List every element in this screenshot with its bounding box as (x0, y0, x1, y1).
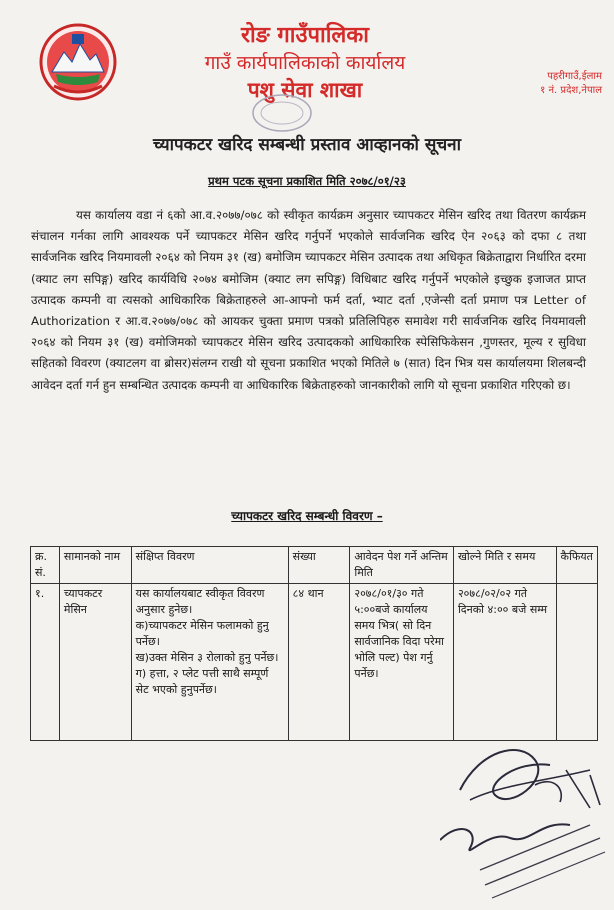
notice-body: यस कार्यालय वडा नं ६को आ.व.२०७७/०७८ को स्वीकृत कार्यक्रम अनुसार च्यापकटर मेसिन खरिद तथा वितरण कार्यक्रम संचालन गर्नका लागि आवश्यक पर्ने च्यापकटर मेसिन खरिद गर्नुपर्ने भएकोले सार्वजनिक खरिद ऐन २०६३ को दफा ८ तथा सार्वजनिक खरिद नियमावली २०६४ को नियम ३१ (ख) बमोजिम च्यापकटर मेसिन उत्पादक तथा अधिकृत बिक्रेताद्वारा निर्धारित दरमा (क्याट लग सपिङ्ग) खरिद कार्यविधि २०७४ बमोजिम (क्याट लग सपिङ्ग) विधिबाट खरिद गर्नुपर्ने भएकोले इच्छुक इजाजत प्राप्त उत्पादक कम्पनी वा त्यसको आधिकारिक बिक्रेताहरुले आ-आफ्नो फर्म दर्ता, भ्याट दर्ता ,एजेन्सी दर्ता प्रमाण पत्र Letter of Authorization र आ.व.२०७७/०७८ को आयकर चुक्ता प्रमाण पत्रको प्रतिलिपिहरु समावेश गरी सार्वजनिक खरिद नियमावली २०६४ को नियम ३१ (ख) वमोजिमको च्यापकटर मेसिन खरिद उत्पादकको आधिकारिक स्पेसिफिकेसन ,गुणस्तर, मूल्य र सुविधा सहितको विवरण (क्याटलग वा ब्रोसर)संलग्न राखी यो सूचना प्रकाशित भएको मितिले ७ (सात) दिन भित्र यस कार्यालयमा शिलबन्दी आवेदन दर्ता गर्न हुन सम्बन्धित उत्पादक कम्पनी वा आधिकारिक बिक्रेताहरुको जानकारीको लागि यो सूचना प्रकाशित गरिएको छ। (31, 208, 586, 392)
publication-date (0, 174, 614, 189)
purchase-details-table (30, 546, 598, 741)
desc-item-b: ख)उक्त मेसिन ३ रोलाको हुनु पर्नेछ। (135, 651, 279, 664)
cell-opening: २०७८/०२/०२ गते दिनको ४:०० बजे सम्म (453, 584, 556, 741)
header-description: संक्षिप्त विवरण (131, 547, 288, 584)
table-header-row (31, 547, 598, 584)
office-address (540, 70, 602, 98)
header-quantity: संख्या (288, 547, 350, 584)
table-row (31, 584, 598, 741)
cell-deadline: २०७८/०१/३० गते ५:००बजे कार्यालय समय भित्र( सो दिन सार्वजानिक विदा परेमा भोलि पल्ट) पेश गर्नु पर्नेछ। (350, 584, 454, 741)
desc-item-a: क)च्यापकटर मेसिन फलामको हुनु पर्नेछ। (135, 619, 269, 648)
cell-item-name: च्यापकटर मेसिन (59, 584, 131, 741)
header-serial: क्र. सं. (31, 547, 60, 584)
cell-description (131, 584, 288, 741)
cell-quantity: ८४ थान (288, 584, 350, 741)
header-remarks: कैफियत (556, 547, 597, 584)
publication-date-text: प्रथम पटक सूचना प्रकाशित मिति २०७८/०१/२३ (208, 174, 406, 188)
desc-item-c: ग) हत्ता, २ प्लेट पत्ती साथै सम्पूर्ण सेट भएको हुनुपर्नेछ। (135, 667, 269, 696)
nepal-emblem-icon (38, 22, 118, 102)
cell-remarks (556, 584, 597, 741)
address-line-2: १ नं. प्रदेश,नेपाल (540, 85, 602, 96)
header-opening: खोल्ने मिति र समय (453, 547, 556, 584)
desc-intro: यस कार्यालयबाट स्वीकृत विवरण अनुसार हुनेछ। (135, 587, 265, 616)
address-line-1: पहरीगाउँ,ईलाम (547, 71, 602, 82)
municipality-name: रोङ गाउँपालिका (241, 23, 369, 48)
table-title (0, 507, 614, 524)
table-title-text: च्यापकटर खरिद सम्बन्धी विवरण – (231, 509, 383, 523)
section-name: पशु सेवा शाखा (247, 78, 363, 102)
cell-serial: १. (31, 584, 60, 741)
office-name: गाउँ कार्यपालिकाको कार्यालय (204, 52, 406, 74)
signature-icon (440, 730, 610, 900)
office-stamp-icon (250, 92, 314, 134)
header-deadline: आवेदन पेश गर्ने अन्तिम मिति (350, 547, 454, 584)
notice-title: च्यापकटर खरिद सम्बन्धी प्रस्ताव आव्हानको सूचना (153, 135, 461, 155)
header-item-name: सामानको नाम (59, 547, 131, 584)
